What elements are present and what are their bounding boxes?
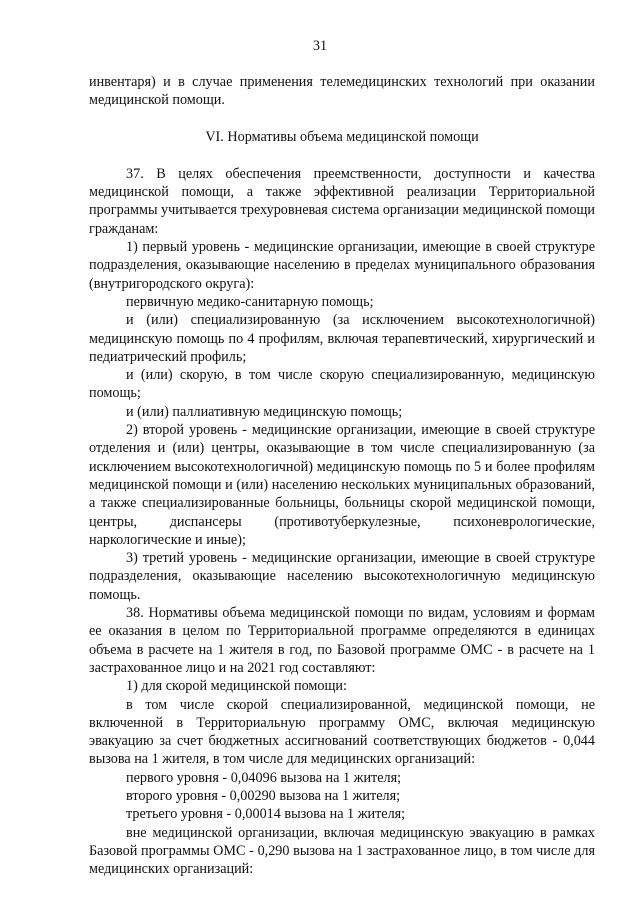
list-item: 2) второй уровень - медицинские организации, имеющие в своей структуре отделения и (или) центры, оказывающие в том числе специализированную (за исключением высокотехнологичной) медицинскую помощь по 5 и более профилям медицинской помощи и (или) населению нескольких муниципальных образований, а также специализированные больницы, больницы скорой медицинской помощи, центры, диспансеры (противотуберкулезные, психоневрологические, наркологические и иные); [89, 422, 595, 548]
paragraph: инвентаря) и в случае применения телемедицинских технологий при оказании медицинской помощи. [89, 74, 595, 109]
paragraph: вне медицинской организации, включая медицинскую эвакуацию в рамках Базовой программы ОМС - 0,290 вызова на 1 застрахованное лицо, в том числе для медицинских организаций: [89, 824, 595, 878]
list-item: и (или) специализированную (за исключением высокотехнологичной) медицинскую помощь по 4 профилям, включая терапевтический, хирургический и педиатрический профиль; [89, 312, 595, 365]
list-item: 3) третий уровень - медицинские организации, имеющие в своей структуре подразделения, оказывающие населению высокотехнологичную медицинскую помощь. [89, 550, 595, 603]
list-item: 1) первый уровень - медицинские организации, имеющие в своей структуре подразделения, оказывающие населению в пределах муниципального образования (внутригородского округа): [89, 239, 595, 292]
list-item: третьего уровня - 0,00014 вызова на 1 жителя; [126, 806, 406, 823]
list-item: и (или) паллиативную медицинскую помощь; [126, 403, 403, 420]
list-item: второго уровня - 0,00290 вызова на 1 жителя; [126, 787, 401, 804]
list-item: первичную медико-санитарную помощь; [126, 293, 374, 310]
paragraph: в том числе скорой специализированной, медицинской помощи, не включенной в Территориальную программу ОМС, включая медицинскую эвакуацию за счет бюджетных ассигнований соответствующих бюджетов - 0,044 вызова на 1 жителя, в том числе для медицинских организаций: [89, 696, 595, 768]
list-item: первого уровня - 0,04096 вызова на 1 жителя; [126, 769, 402, 786]
page-number: 31 [312, 38, 328, 54]
paragraph: 38. Нормативы объема медицинской помощи по видам, условиям и формам ее оказания в целом по Территориальной программе определяются в единицах объема в расчете на 1 жителя в год, по Базовой программе ОМС - в расчете на 1 застрахованное лицо и на 2021 год составляют: [89, 605, 595, 676]
paragraph: 37. В целях обеспечения преемственности, доступности и качества медицинской помощи, а также эффективной реализации Территориальной программы учитывается трехуровневая система организации медицинской помощи гражданам: [89, 165, 595, 237]
list-item: 1) для скорой медицинской помощи: [126, 678, 347, 695]
section-title: VI. Нормативы объема медицинской помощи [205, 128, 479, 145]
list-item: и (или) скорую, в том числе скорую специализированную, медицинскую помощь; [89, 367, 595, 402]
document-body [89, 73, 595, 878]
